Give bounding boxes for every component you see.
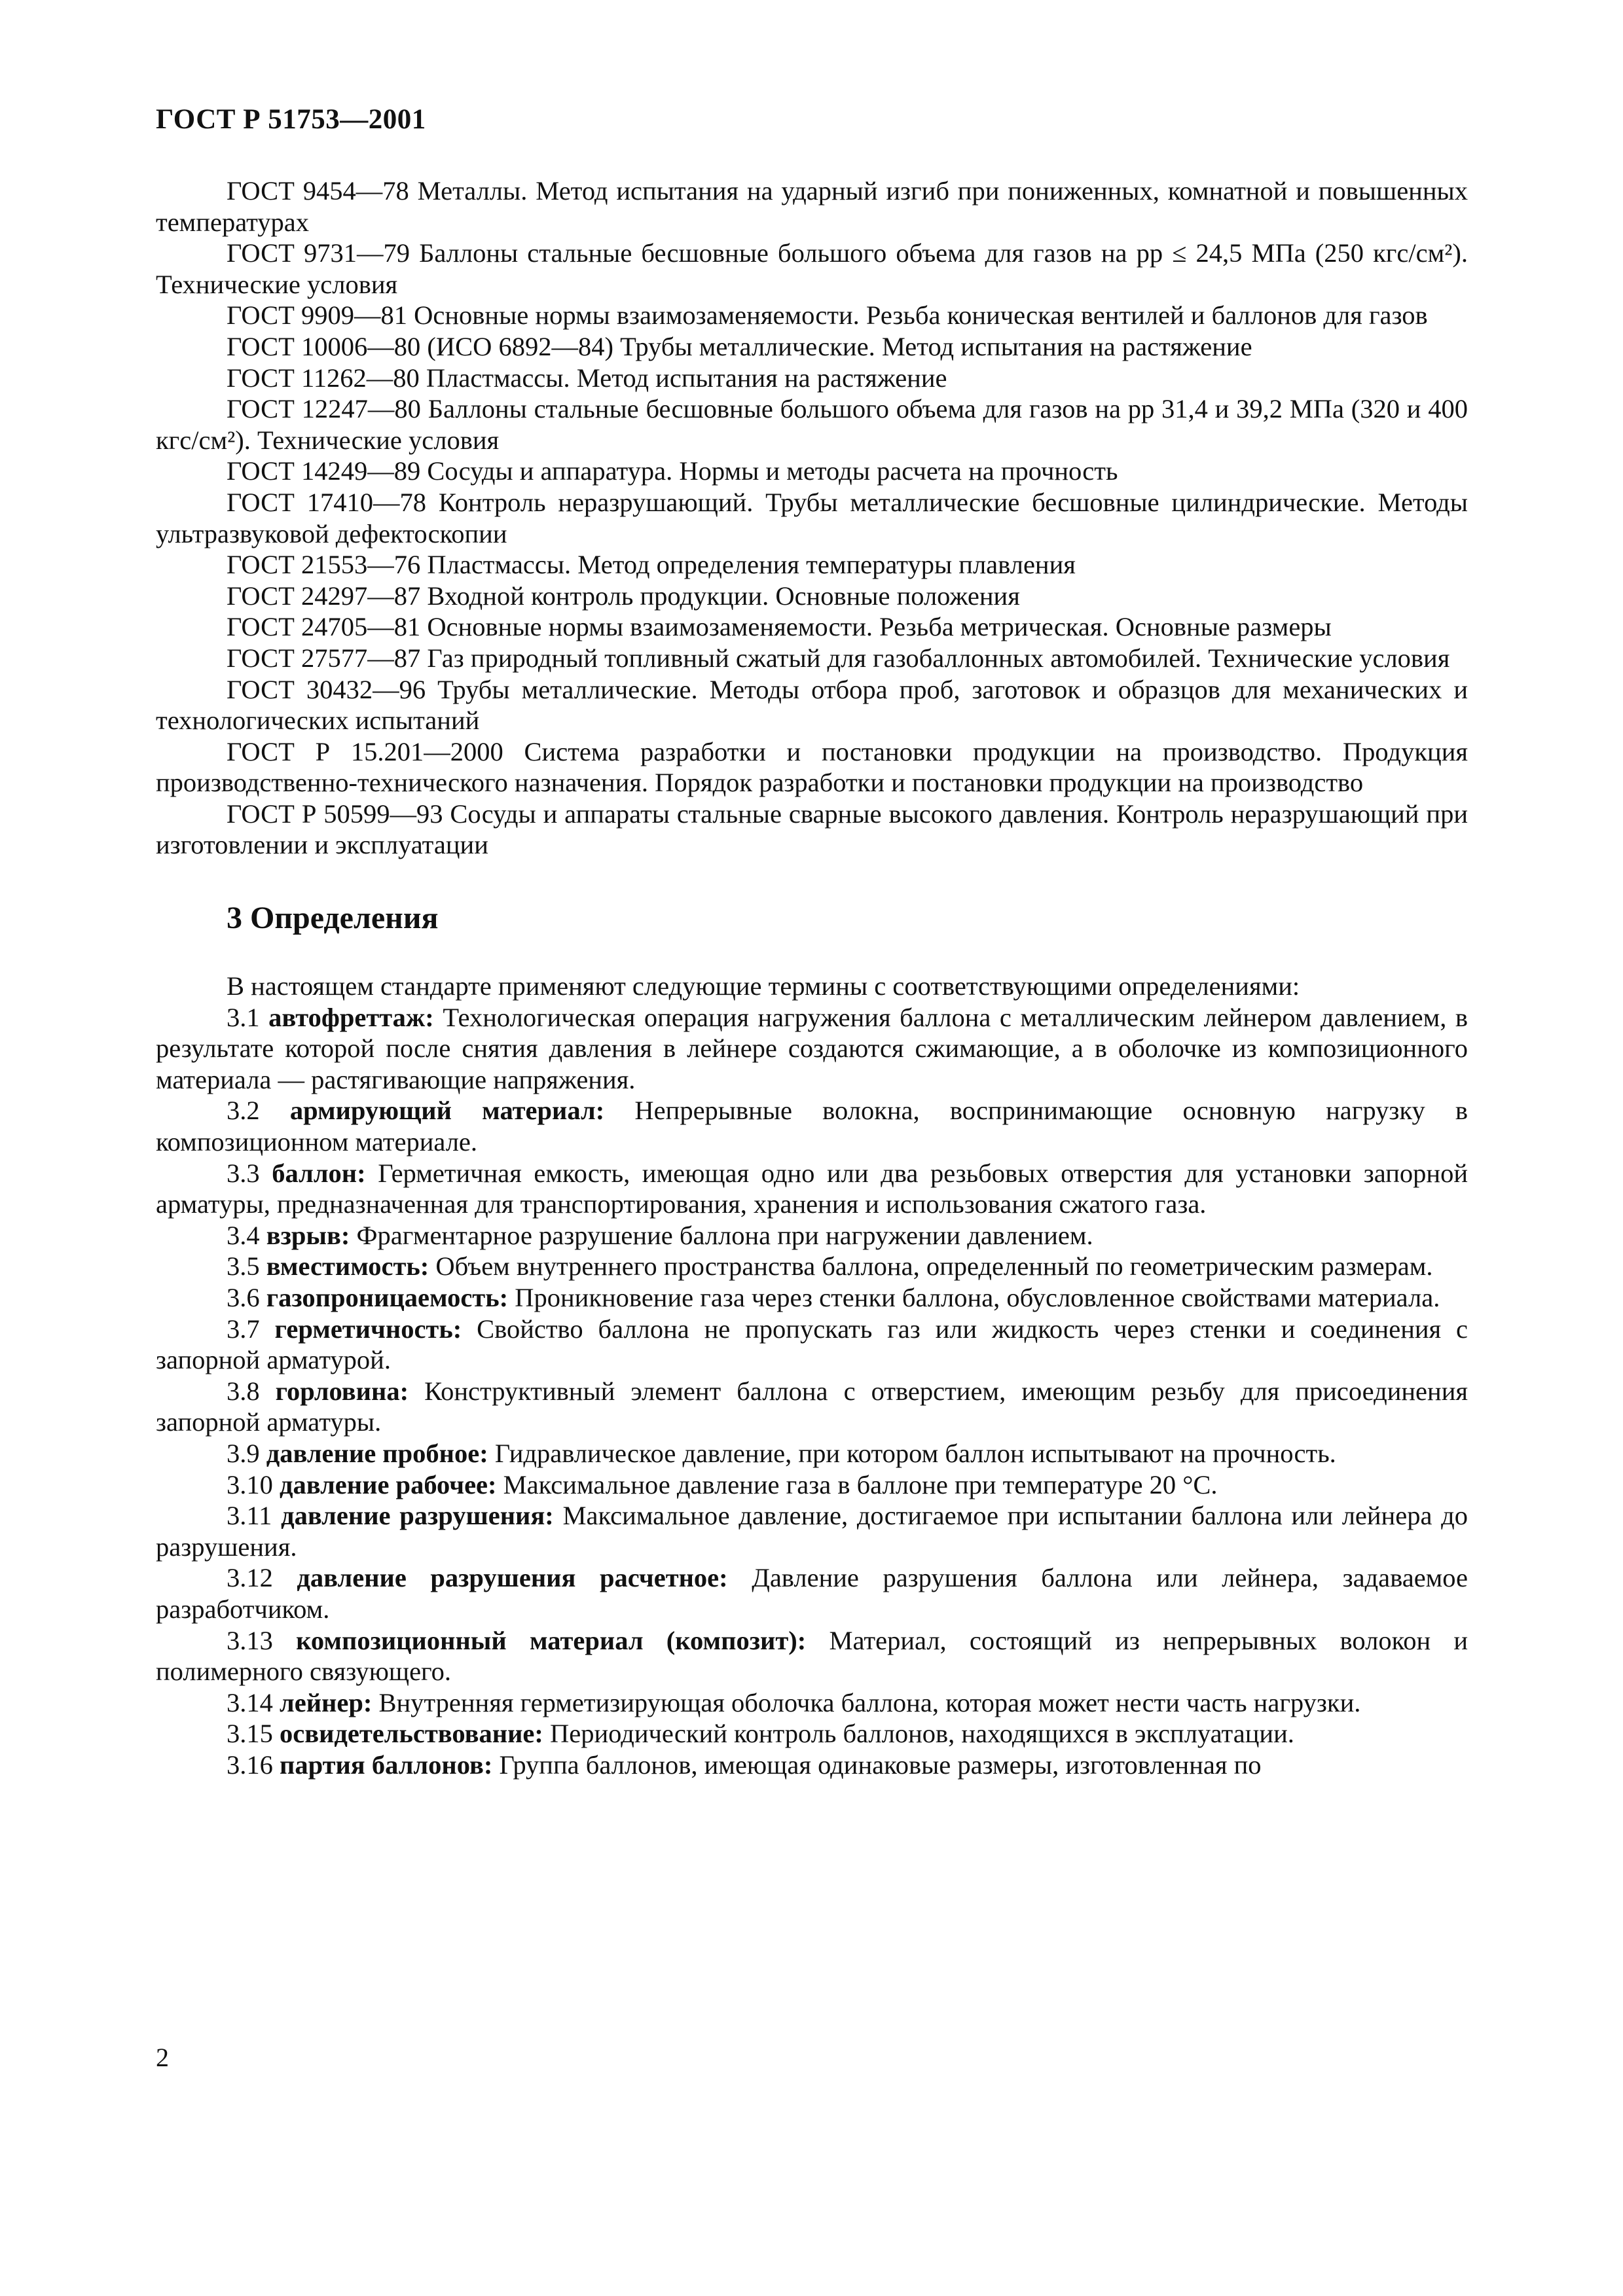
definition-text: Периодический контроль баллонов, находящихся в эксплуатации. (550, 1719, 1294, 1749)
definition-text: Группа баллонов, имеющая одинаковые размеры, изготовленная по (499, 1749, 1262, 1780)
definition-term: взрыв: (266, 1220, 350, 1250)
definition-number: 3.2 (227, 1096, 260, 1126)
reference-item: ГОСТ 12247—80 Баллоны стальные бесшовные большого объема для газов на pр 31,4 и 39,2 МПа (320 и 400 кгс/см²). Технические условия (156, 394, 1468, 455)
definition-item (156, 1158, 1468, 1220)
reference-item: ГОСТ 21553—76 Пластмассы. Метод определения температуры плавления (227, 550, 1076, 580)
definition-item (156, 1282, 1468, 1314)
definition-term: лейнер: (280, 1687, 373, 1717)
definition-number: 3.14 (227, 1687, 273, 1717)
definition-number: 3.11 (227, 1501, 272, 1531)
definition-number: 3.9 (227, 1438, 260, 1468)
definition-term: автофреттаж: (268, 1002, 434, 1032)
definition-item (156, 1220, 1468, 1251)
definition-item (156, 1469, 1468, 1501)
definition-term: баллон: (272, 1158, 366, 1188)
definition-number: 3.16 (227, 1749, 273, 1780)
definition-text: Свойство баллона не пропускать газ или жидкость через стенки и соединения с запорной арматурой. (156, 1314, 1468, 1375)
reference-item: ГОСТ 9909—81 Основные нормы взаимозаменяемости. Резьба коническая вентилей и баллонов для газов (227, 300, 1428, 331)
definition-text: Давление разрушения баллона или лейнера, задаваемое разработчиком. (156, 1563, 1468, 1624)
definition-number: 3.4 (227, 1220, 260, 1250)
definition-term: партия баллонов: (280, 1749, 493, 1780)
definition-text: Максимальное давление, достигаемое при испытании баллона или лейнера до разрушения. (156, 1501, 1468, 1562)
definition-number: 3.15 (227, 1719, 273, 1749)
definition-term: композиционный материал (композит): (296, 1625, 807, 1655)
definition-text: Технологическая операция нагружения баллона с металлическим лейнером давлением, в результате которой после снятия давления в лейнере создаются сжимающие, а в оболочке из композиционного материала — растягивающие напряжения. (156, 1002, 1468, 1094)
definition-number: 3.5 (227, 1251, 260, 1282)
definition-item (156, 1251, 1468, 1282)
definition-item (156, 1002, 1468, 1096)
definition-item (156, 1314, 1468, 1376)
definition-term: давление разрушения расчетное: (297, 1563, 728, 1593)
definition-term: горловина: (275, 1376, 409, 1406)
definition-number: 3.12 (227, 1563, 273, 1593)
reference-item: ГОСТ 24297—87 Входной контроль продукции. Основные положения (227, 581, 1020, 611)
definition-item (156, 1749, 1468, 1781)
reference-item: ГОСТ 9731—79 Баллоны стальные бесшовные большого объема для газов на pр ≤ 24,5 МПа (250 кгс/см²). Технические условия (156, 238, 1468, 299)
definition-number: 3.3 (227, 1158, 260, 1188)
reference-item: ГОСТ Р 15.201—2000 Система разработки и постановки продукции на производство. Продукция производственно-технического назначения. Порядок разработки и постановки продукции на производство (156, 736, 1468, 798)
page-content (156, 175, 1468, 1781)
definition-text: Внутренняя герметизирующая оболочка баллона, которая может нести часть нагрузки. (378, 1687, 1361, 1717)
definition-text: Непрерывные волокна, воспринимающие основную нагрузку в композиционном материале. (156, 1096, 1468, 1157)
section-intro: В настоящем стандарте применяют следующие термины с соответствующими определениями: (227, 971, 1300, 1001)
definition-item (156, 1438, 1468, 1469)
definition-item (156, 1500, 1468, 1562)
definition-number: 3.1 (227, 1002, 260, 1032)
definition-term: освидетельствование: (280, 1719, 543, 1749)
definitions-section (156, 971, 1468, 1780)
reference-item: ГОСТ 9454—78 Металлы. Метод испытания на ударный изгиб при пониженных, комнатной и повышенных температурах (156, 176, 1468, 237)
reference-item: ГОСТ 14249—89 Сосуды и аппаратура. Нормы и методы расчета на прочность (227, 456, 1118, 486)
definition-item (156, 1562, 1468, 1624)
reference-item: ГОСТ 27577—87 Газ природный топливный сжатый для газобаллонных автомобилей. Технические условия (227, 643, 1450, 673)
section-title: 3 Определения (227, 901, 439, 936)
reference-list (156, 175, 1468, 861)
definition-item (156, 1625, 1468, 1687)
definition-term: вместимость: (266, 1251, 429, 1282)
definition-term: давление рабочее: (280, 1469, 497, 1499)
reference-item: ГОСТ 10006—80 (ИСО 6892—84) Трубы металлические. Метод испытания на растяжение (227, 331, 1252, 361)
definition-text: Конструктивный элемент баллона с отверстием, имеющим резьбу для присоединения запорной арматуры. (156, 1376, 1468, 1437)
definition-text: Фрагментарное разрушение баллона при нагружении давлением. (356, 1220, 1093, 1250)
reference-item: ГОСТ Р 50599—93 Сосуды и аппараты стальные сварные высокого давления. Контроль неразрушающий при изготовлении и эксплуатации (156, 798, 1468, 860)
reference-item: ГОСТ 11262—80 Пластмассы. Метод испытания на растяжение (227, 363, 947, 393)
definition-text: Объем внутреннего пространства баллона, определенный по геометрическим размерам. (435, 1251, 1433, 1282)
definition-item (156, 1718, 1468, 1749)
reference-item: ГОСТ 30432—96 Трубы металлические. Методы отбора проб, заготовок и образцов для механических и технологических испытаний (156, 674, 1468, 736)
definition-text: Герметичная емкость, имеющая одно или два резьбовых отверстия для установки запорной арматуры, предназначенная для транспортирования, хранения и использования сжатого газа. (156, 1158, 1468, 1219)
page-number: 2 (156, 2043, 169, 2072)
definition-item (156, 1376, 1468, 1438)
definition-number: 3.13 (227, 1625, 273, 1655)
definition-term: давление разрушения: (281, 1501, 554, 1531)
document-header: ГОСТ Р 51753—2001 (156, 104, 426, 135)
reference-item: ГОСТ 17410—78 Контроль неразрушающий. Трубы металлические бесшовные цилиндрические. Методы ультразвуковой дефектоскопии (156, 487, 1468, 548)
reference-item: ГОСТ 24705—81 Основные нормы взаимозаменяемости. Резьба метрическая. Основные размеры (227, 612, 1332, 642)
definition-item (156, 1095, 1468, 1157)
definition-term: армирующий материал: (289, 1096, 605, 1126)
definition-text: Материал, состоящий из непрерывных волокон и полимерного связующего. (156, 1625, 1468, 1687)
definition-term: газопроницаемость: (266, 1283, 509, 1312)
definition-number: 3.10 (227, 1469, 273, 1499)
definition-number: 3.8 (227, 1376, 260, 1406)
definition-text: Максимальное давление газа в баллоне при температуре 20 °С. (503, 1469, 1218, 1499)
definition-number: 3.6 (227, 1283, 260, 1312)
definition-term: герметичность: (274, 1314, 462, 1344)
definition-term: давление пробное: (266, 1438, 488, 1468)
definition-item (156, 1687, 1468, 1719)
definition-text: Проникновение газа через стенки баллона, обусловленное свойствами материала. (515, 1283, 1440, 1312)
definition-number: 3.7 (227, 1314, 260, 1344)
definition-text: Гидравлическое давление, при котором баллон испытывают на прочность. (494, 1438, 1336, 1468)
